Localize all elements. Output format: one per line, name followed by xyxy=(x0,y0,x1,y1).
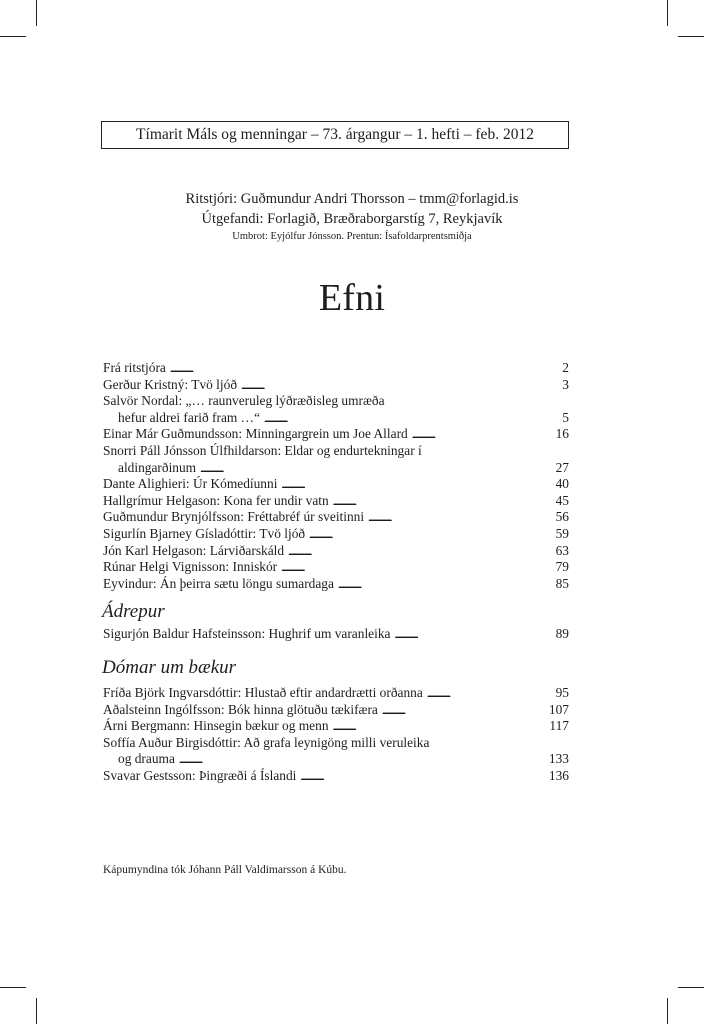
toc-entry xyxy=(103,685,569,702)
toc-entry-title: Aðalsteinn Ingólfsson: Bók hinna glötuðu tækifæra xyxy=(103,701,378,717)
toc-page-number: 133 xyxy=(548,751,569,767)
toc-entry xyxy=(103,426,569,443)
dot-leader xyxy=(300,768,537,787)
toc-entry-title: Frá ritstjóra xyxy=(103,360,166,375)
toc-entry xyxy=(103,526,569,543)
toc-page-number: 2 xyxy=(562,360,569,375)
toc-entry-title: hefur aldrei farið fram …“ xyxy=(118,409,261,425)
toc-page-number: 56 xyxy=(555,509,569,525)
toc-entry-continuation xyxy=(103,410,569,427)
toc-page-number: 117 xyxy=(549,718,569,734)
toc-entry xyxy=(103,718,569,735)
toc-entry xyxy=(103,393,569,410)
toc-entry xyxy=(103,509,569,526)
crop-mark xyxy=(667,998,668,1024)
toc-entry xyxy=(103,702,569,719)
toc-entry-title: Jón Karl Helgason: Lárviðarskáld xyxy=(103,542,285,558)
toc-entry-title: Einar Már Guðmundsson: Minningargrein um Joe Allard xyxy=(103,426,408,442)
toc-entry-title: Snorri Páll Jónsson Úlfhildarson: Eldar og endurtekningar í xyxy=(103,442,422,458)
section-heading-domar: Dómar um bækur xyxy=(102,657,237,678)
toc-entry xyxy=(103,543,569,560)
crop-mark xyxy=(0,36,26,37)
section-heading-adrepur: Ádrepur xyxy=(102,601,165,622)
masthead-production: Umbrot: Eyjólfur Jónsson. Prentun: Ísafoldarprentsmiðja xyxy=(232,231,472,242)
toc-page-number: 27 xyxy=(555,459,569,475)
toc-entry-title: Gerður Kristný: Tvö ljóð xyxy=(103,376,238,392)
toc-entry xyxy=(103,493,569,510)
toc-entry-title: Árni Bergmann: Hinsegin bækur og menn xyxy=(103,718,329,734)
toc-page-number: 85 xyxy=(555,575,569,591)
table-of-contents xyxy=(103,360,569,592)
toc-entry xyxy=(103,360,569,377)
toc-entry-title: Fríða Björk Ingvarsdóttir: Hlustað eftir andardrætti orðanna xyxy=(103,685,423,700)
toc-page-number: 3 xyxy=(562,376,569,392)
toc-entry xyxy=(103,576,569,593)
toc-entry xyxy=(103,476,569,493)
toc-page-number: 63 xyxy=(555,542,569,558)
toc-entry-title: Salvör Nordal: „… raunveruleg lýðræðisleg umræða xyxy=(103,393,385,409)
journal-header-text: Tímarit Máls og menningar – 73. árgangur – 1. hefti – feb. 2012 xyxy=(136,126,534,143)
toc-entry xyxy=(103,377,569,394)
journal-header xyxy=(101,121,569,149)
toc-entry-title: Guðmundur Brynjólfsson: Fréttabréf úr sveitinni xyxy=(103,509,365,525)
toc-entry-continuation xyxy=(103,751,569,768)
toc-entry-title: Dante Alighieri: Úr Kómedíunni xyxy=(103,476,278,492)
page-title: Efni xyxy=(318,277,386,319)
toc-page-number: 40 xyxy=(555,476,569,492)
dot-leader xyxy=(394,626,537,645)
crop-mark xyxy=(678,36,704,37)
toc-page-number: 5 xyxy=(562,409,569,425)
toc-entry-title: Soffía Auður Birgisdóttir: Að grafa leynigöng milli veruleika xyxy=(103,734,430,750)
toc-entry-title: Sigurjón Baldur Hafsteinsson: Hughrif um varanleika xyxy=(103,626,391,641)
toc-entry xyxy=(103,443,569,460)
toc-page-number: 95 xyxy=(555,685,569,700)
toc-page-number: 89 xyxy=(555,626,569,641)
dot-leader xyxy=(338,576,537,595)
toc-domar xyxy=(103,685,569,785)
toc-entry-title: Hallgrímur Helgason: Kona fer undir vatn xyxy=(103,492,329,508)
dot-leader xyxy=(412,426,537,445)
crop-mark xyxy=(36,998,37,1024)
toc-entry-title: Rúnar Helgi Vignisson: Inniskór xyxy=(103,559,278,575)
cover-photo-credit: Kápumyndina tók Jóhann Páll Valdimarsson á Kúbu. xyxy=(103,864,347,876)
toc-entry xyxy=(103,768,569,785)
toc-entry-title: aldingarðinum xyxy=(118,459,197,475)
toc-page-number: 79 xyxy=(555,559,569,575)
toc-entry xyxy=(103,626,569,643)
toc-page-number: 136 xyxy=(548,767,569,783)
toc-entry-title: Eyvindur: Án þeirra sætu löngu sumardaga xyxy=(103,575,334,591)
crop-mark xyxy=(678,987,704,988)
toc-entry-title: og drauma xyxy=(118,751,175,767)
toc-entry-title: Svavar Gestsson: Þingræði á Íslandi xyxy=(103,767,297,783)
toc-entry-continuation xyxy=(103,460,569,477)
masthead-editor: Ritstjóri: Guðmundur Andri Thorsson – tmm@forlagid.is xyxy=(185,191,519,207)
crop-mark xyxy=(36,0,37,26)
toc-entry xyxy=(103,735,569,752)
toc-page-number: 16 xyxy=(555,426,569,442)
toc-entry xyxy=(103,559,569,576)
toc-page-number: 59 xyxy=(555,525,569,541)
crop-mark xyxy=(0,987,26,988)
toc-page-number: 45 xyxy=(555,492,569,508)
toc-page-number: 107 xyxy=(548,701,569,717)
toc-adrepur xyxy=(103,626,569,643)
toc-entry-title: Sigurlín Bjarney Gísladóttir: Tvö ljóð xyxy=(103,525,306,541)
masthead-publisher: Útgefandi: Forlagið, Bræðraborgarstíg 7, Reykjavík xyxy=(201,211,503,227)
crop-mark xyxy=(667,0,668,26)
